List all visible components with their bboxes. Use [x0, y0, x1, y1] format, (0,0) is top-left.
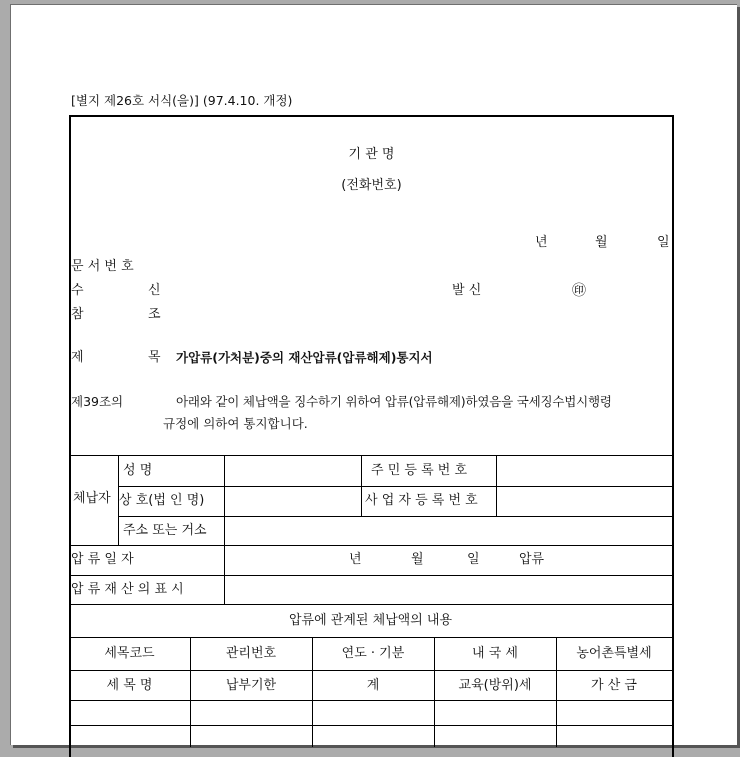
form-header: [별지 제26호 서식(을)] (97.4.10. 개정) [71, 93, 293, 108]
sender-label: 발 신 [452, 283, 482, 298]
year-period-header: 연도 · 기분 [341, 646, 405, 661]
date-day-label: 일 [657, 235, 670, 250]
recipient-label-2: 신 [148, 283, 161, 298]
property-label: 압 류 재 산 의 표 시 [71, 582, 184, 597]
table-line [224, 455, 225, 604]
tax-item-header: 세 목 명 [106, 678, 153, 693]
body-line1: 아래와 같이 체납액을 징수하기 위하여 압류(압류해제)하였음을 국세징수법시행령 [176, 394, 612, 409]
date-year-label: 년 [535, 235, 548, 250]
name-label: 성 명 [123, 463, 153, 478]
table-line [69, 604, 672, 605]
address-label: 주소 또는 거소 [123, 523, 207, 538]
table-line [69, 637, 672, 638]
seizure-date-day: 일 [467, 552, 480, 567]
due-date-header: 납부기한 [225, 678, 277, 693]
recipient-label-1: 수 [71, 283, 84, 298]
document-page [10, 4, 737, 745]
seizure-date-month: 월 [411, 552, 424, 567]
seizure-date-year: 년 [349, 552, 362, 567]
table-line [118, 486, 672, 487]
rural-special-tax-header: 농어촌특별세 [576, 646, 652, 661]
table-line [118, 516, 672, 517]
agency-phone: (전화번호) [341, 178, 402, 193]
business-no-label: 사 업 자 등 록 번 호 [365, 493, 478, 508]
table-line [69, 700, 672, 701]
education-tax-header: 교육(방위)세 [458, 678, 532, 693]
body-line1-prefix: 제39조의 [71, 394, 124, 409]
tax-code-header: 세목코드 [104, 646, 155, 661]
table-line [69, 670, 672, 671]
table-line [69, 545, 672, 546]
table-line [69, 455, 672, 456]
trade-name-label: 상 호(법 인 명) [119, 493, 205, 508]
subject-text: 가압류(가처분)중의 재산압류(압류해제)통지서 [176, 350, 433, 365]
table-line [69, 575, 672, 576]
management-no-header: 관리번호 [225, 646, 277, 661]
total-header: 계 [366, 678, 380, 693]
resident-no-label: 주 민 등 록 번 호 [371, 463, 468, 478]
national-tax-header: 내 국 세 [472, 646, 518, 661]
doc-number-label: 문 서 번 호 [71, 259, 134, 274]
seal-mark: ㊞ [572, 283, 586, 299]
date-month-label: 월 [595, 235, 608, 250]
tax-table-title: 압류에 관계된 체납액의 내용 [288, 613, 453, 628]
reference-label-2: 조 [148, 307, 161, 322]
body-line2: 규정에 의하여 통지합니다. [163, 416, 308, 431]
reference-label-1: 참 [71, 307, 84, 322]
seizure-date-suffix: 압류 [519, 552, 545, 567]
seizure-date-label: 압 류 일 자 [71, 552, 134, 567]
table-line [361, 455, 362, 516]
subject-label-1: 제 [71, 350, 84, 365]
penalty-header: 가 산 금 [591, 678, 637, 693]
table-line [496, 455, 497, 516]
agency-name: 기 관 명 [348, 147, 395, 162]
delinquent-group-label: 체납자 [73, 491, 111, 506]
subject-label-2: 목 [148, 350, 161, 365]
table-line [69, 725, 672, 726]
